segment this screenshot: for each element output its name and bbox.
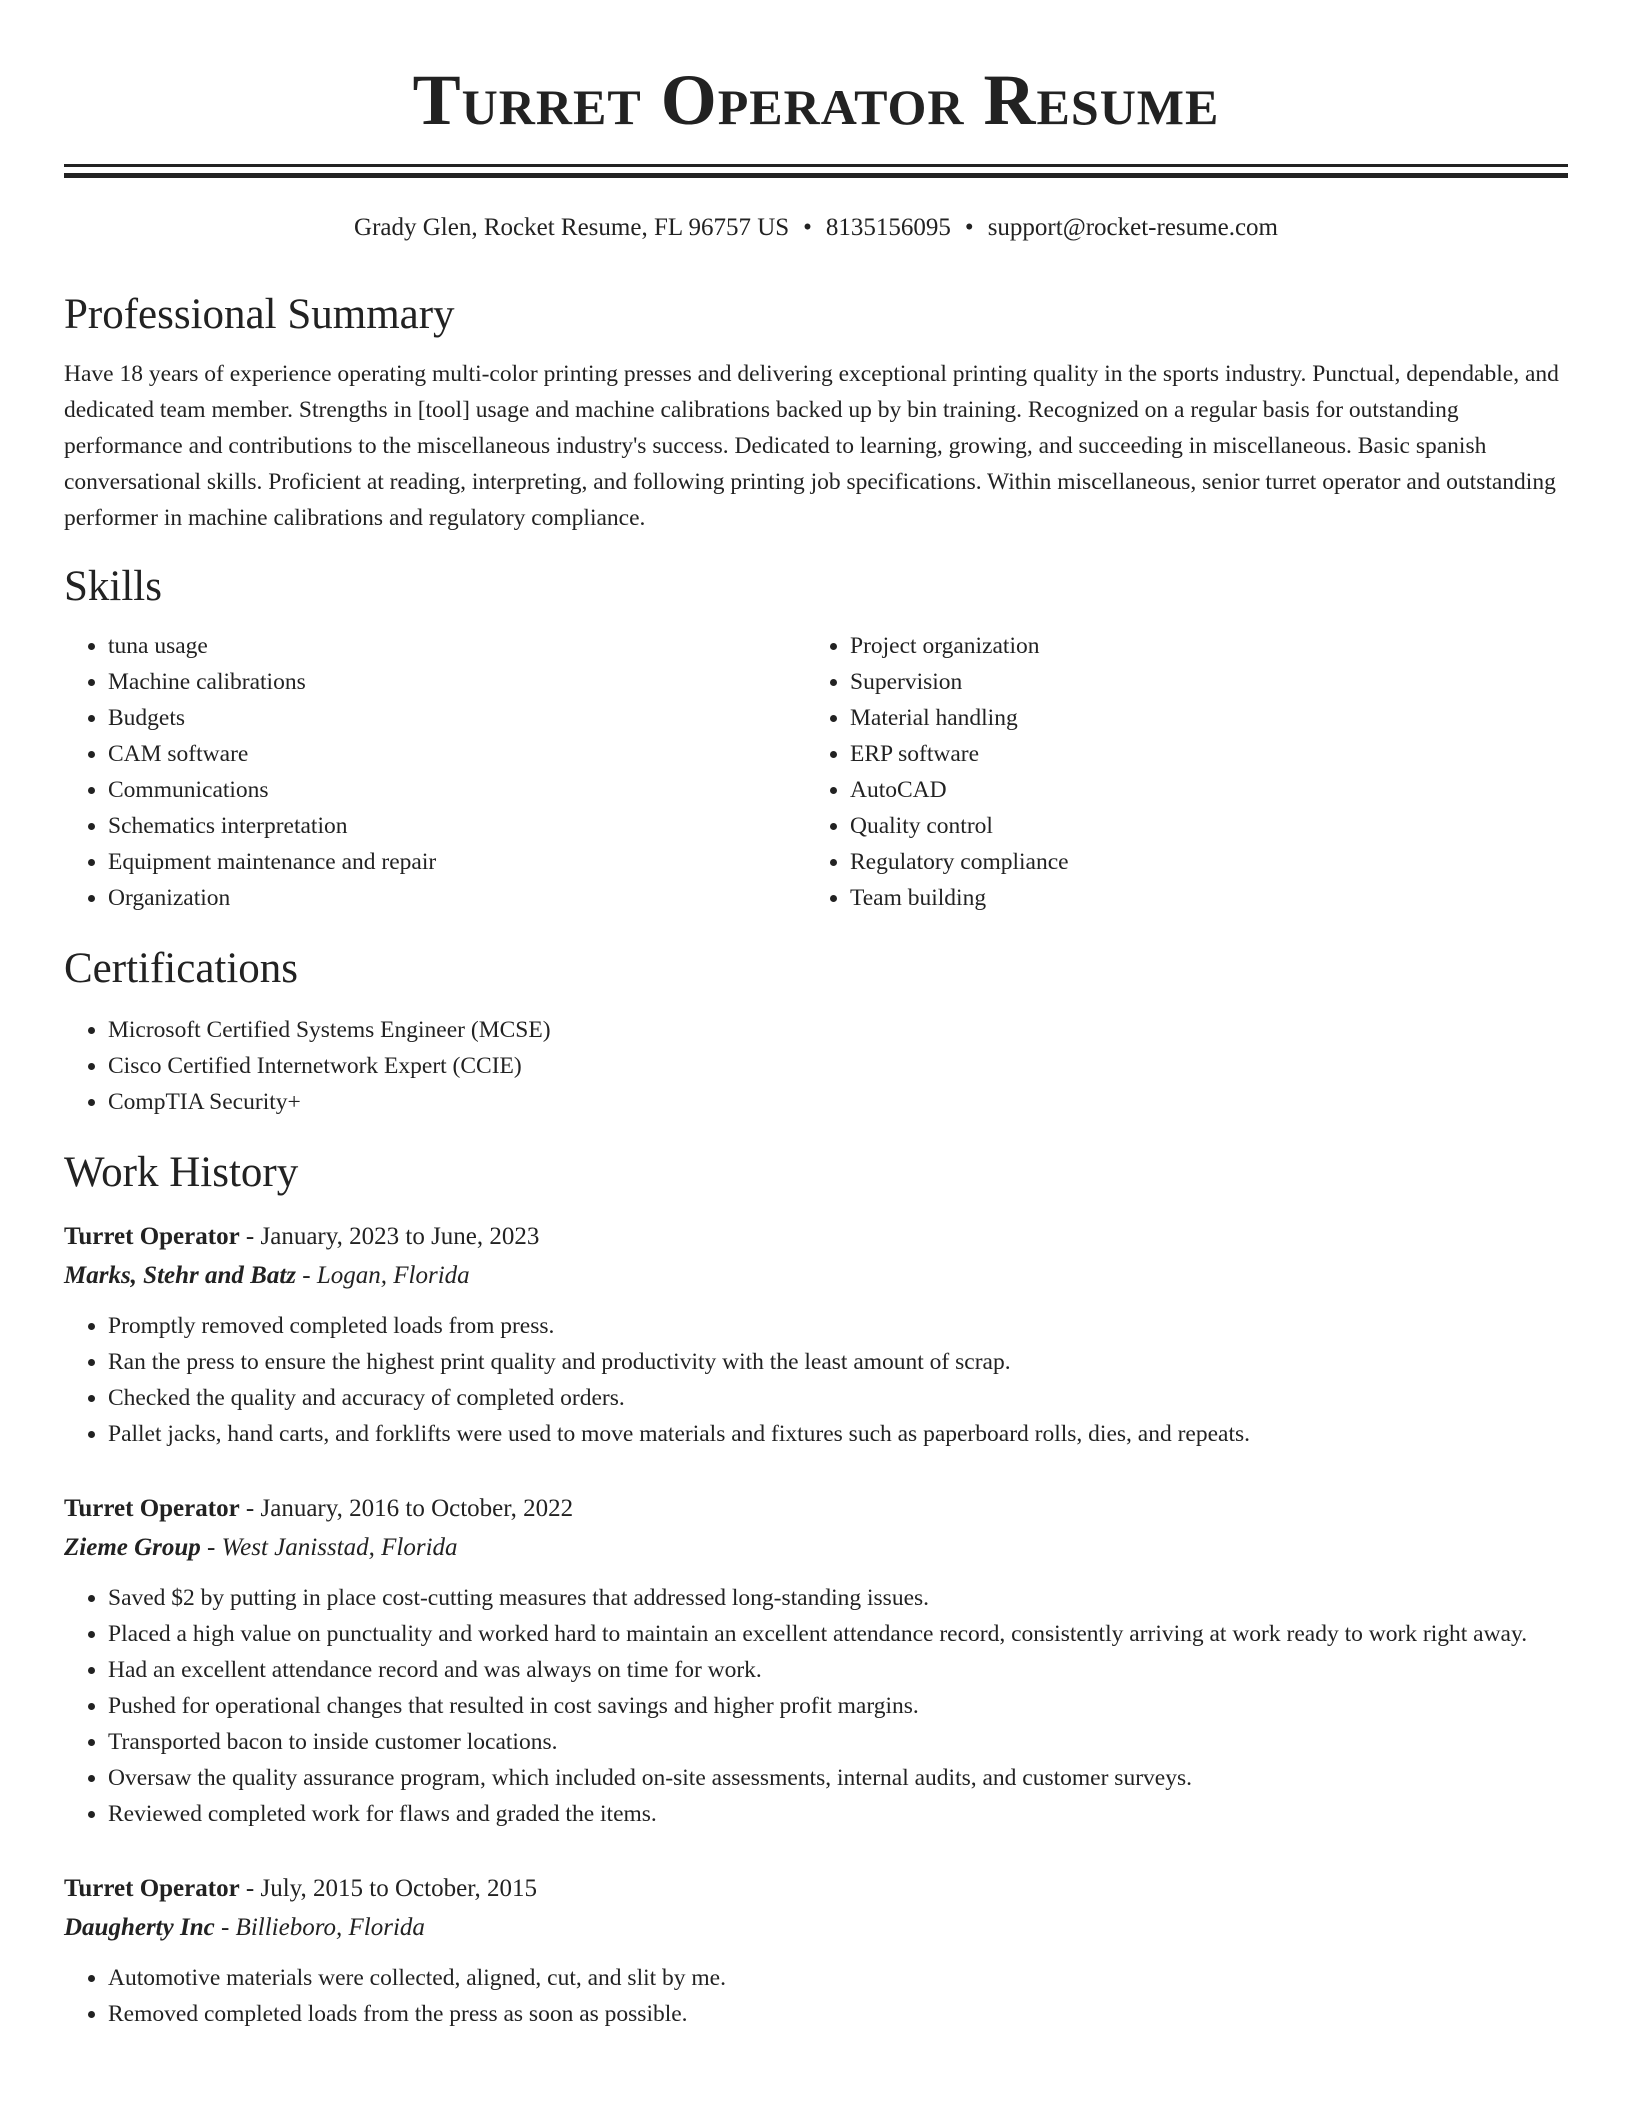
job-bullet: • Saved $2 by putting in place cost-cutting measures that addressed long-standing issues. <box>108 1580 1568 1616</box>
job-location: Logan, Florida <box>316 1262 470 1289</box>
job-title: Turret Operator <box>64 1495 240 1522</box>
job-entry <box>64 1490 1568 1832</box>
job-bullet: • Pallet jacks, hand carts, and forklifts were used to move materials and fixtures such as paperboard rolls, dies, and repeats. <box>108 1416 1568 1452</box>
skills-grid <box>64 628 1568 916</box>
skill-item: • ERP software <box>850 736 1548 772</box>
job-bullet: • Automotive materials were collected, aligned, cut, and slit by me. <box>108 1960 1568 1996</box>
job-bullet: • Pushed for operational changes that resulted in cost savings and higher profit margins. <box>108 1688 1568 1724</box>
job-company-line: Marks, Stehr and Batz - Logan, Florida <box>64 1262 470 1289</box>
contact-phone: 8135156095 <box>825 214 951 241</box>
job-bullet: • Placed a high value on punctuality and worked hard to maintain an excellent attendance record, consistently arriving at work ready to work right away. <box>108 1616 1568 1652</box>
job-company: Zieme Group <box>64 1534 201 1561</box>
job-location: Billieboro, Florida <box>235 1914 425 1941</box>
skill-item: • Material handling <box>850 700 1548 736</box>
skill-item: • Schematics interpretation <box>108 808 806 844</box>
job-bullet: • Checked the quality and accuracy of completed orders. <box>108 1380 1568 1416</box>
skill-item: • Regulatory compliance <box>850 844 1548 880</box>
skill-item: • Equipment maintenance and repair <box>108 844 806 880</box>
summary-text: Have 18 years of experience operating multi-color printing presses and delivering exceptional printing quality in the sports industry. Punctual, dependable, and dedicated team member. Strengths in [tool] usage and machine calibrations backed up by bin training. Recognized on a regular basis for outstanding performance and contributions to the miscellaneous industry's success. Dedicated to learning, growing, and succeeding in miscellaneous. Basic spanish conversational skills. Proficient at reading, interpreting, and following printing job specifications. Within miscellaneous, senior turret operator and outstanding performer in machine calibrations and regulatory compliance. <box>64 361 1559 531</box>
job-title-line: Turret Operator - January, 2023 to June, 2023 <box>64 1223 540 1250</box>
skill-item: • AutoCAD <box>850 772 1548 808</box>
work-history-heading: Work History <box>64 1149 299 1196</box>
job-location: West Janisstad, Florida <box>221 1534 458 1561</box>
contact-separator: • <box>803 214 812 241</box>
job-dates: July, 2015 to October, 2015 <box>260 1875 538 1902</box>
resume-title: Turret Operator Resume <box>412 60 1220 140</box>
skills-heading: Skills <box>64 563 162 610</box>
skill-item: • Team building <box>850 880 1548 916</box>
job-bullet: • Oversaw the quality assurance program, which included on-site assessments, internal audits, and customer surveys. <box>108 1760 1568 1796</box>
job-bullet: • Promptly removed completed loads from press. <box>108 1308 1568 1344</box>
certifications-heading: Certifications <box>64 945 299 992</box>
skill-item: • Quality control <box>850 808 1548 844</box>
title-rule-bottom <box>64 173 1568 178</box>
job-dates: January, 2016 to October, 2022 <box>260 1495 574 1522</box>
job-bullet: • Transported bacon to inside customer locations. <box>108 1724 1568 1760</box>
skill-item: • Organization <box>108 880 806 916</box>
job-bullet: • Reviewed completed work for flaws and graded the items. <box>108 1796 1568 1832</box>
job-title-line: Turret Operator - July, 2015 to October, 2015 <box>64 1875 538 1902</box>
job-bullet: • Removed completed loads from the press as soon as possible. <box>108 1996 1568 2032</box>
skill-item: • Machine calibrations <box>108 664 806 700</box>
job-bullets <box>64 1580 1568 1832</box>
job-entry <box>64 1218 1568 1452</box>
job-title-line: Turret Operator - January, 2016 to October, 2022 <box>64 1495 574 1522</box>
job-company: Marks, Stehr and Batz <box>64 1262 297 1289</box>
skill-item: • CAM software <box>108 736 806 772</box>
job-company: Daugherty Inc <box>64 1914 215 1941</box>
skill-item: • Communications <box>108 772 806 808</box>
contact-address: Grady Glen, Rocket Resume, FL 96757 US <box>354 214 790 241</box>
job-bullet: • Had an excellent attendance record and was always on time for work. <box>108 1652 1568 1688</box>
certification-item: • CompTIA Security+ <box>108 1084 1568 1120</box>
skills-list-left <box>64 628 806 916</box>
job-company-line: Zieme Group - West Janisstad, Florida <box>64 1534 458 1561</box>
contact-separator: • <box>964 214 974 241</box>
title-rule-top <box>64 164 1568 167</box>
summary-heading: Professional Summary <box>64 291 455 338</box>
skill-item: • tuna usage <box>108 628 806 664</box>
contact-email: support@rocket-resume.com <box>987 214 1278 241</box>
job-bullets <box>64 1308 1568 1452</box>
job-title: Turret Operator <box>64 1875 240 1902</box>
job-dates: January, 2023 to June, 2023 <box>260 1223 540 1250</box>
skills-column-right <box>806 628 1548 916</box>
job-bullets <box>64 1960 1568 2032</box>
job-entry <box>64 1870 1568 2032</box>
certification-item: • Cisco Certified Internetwork Expert (CCIE) <box>108 1048 1568 1084</box>
job-bullet: • Ran the press to ensure the highest print quality and productivity with the least amount of scrap. <box>108 1344 1568 1380</box>
certification-item: • Microsoft Certified Systems Engineer (MCSE) <box>108 1012 1568 1048</box>
certifications-list <box>64 1012 1568 1120</box>
skill-item: • Project organization <box>850 628 1548 664</box>
skills-list-right <box>806 628 1548 916</box>
skill-item: • Supervision <box>850 664 1548 700</box>
skills-column-left <box>64 628 806 916</box>
job-title: Turret Operator <box>64 1223 240 1250</box>
job-company-line: Daugherty Inc - Billieboro, Florida <box>64 1914 425 1941</box>
skill-item: • Budgets <box>108 700 806 736</box>
contact-line <box>64 212 1568 244</box>
